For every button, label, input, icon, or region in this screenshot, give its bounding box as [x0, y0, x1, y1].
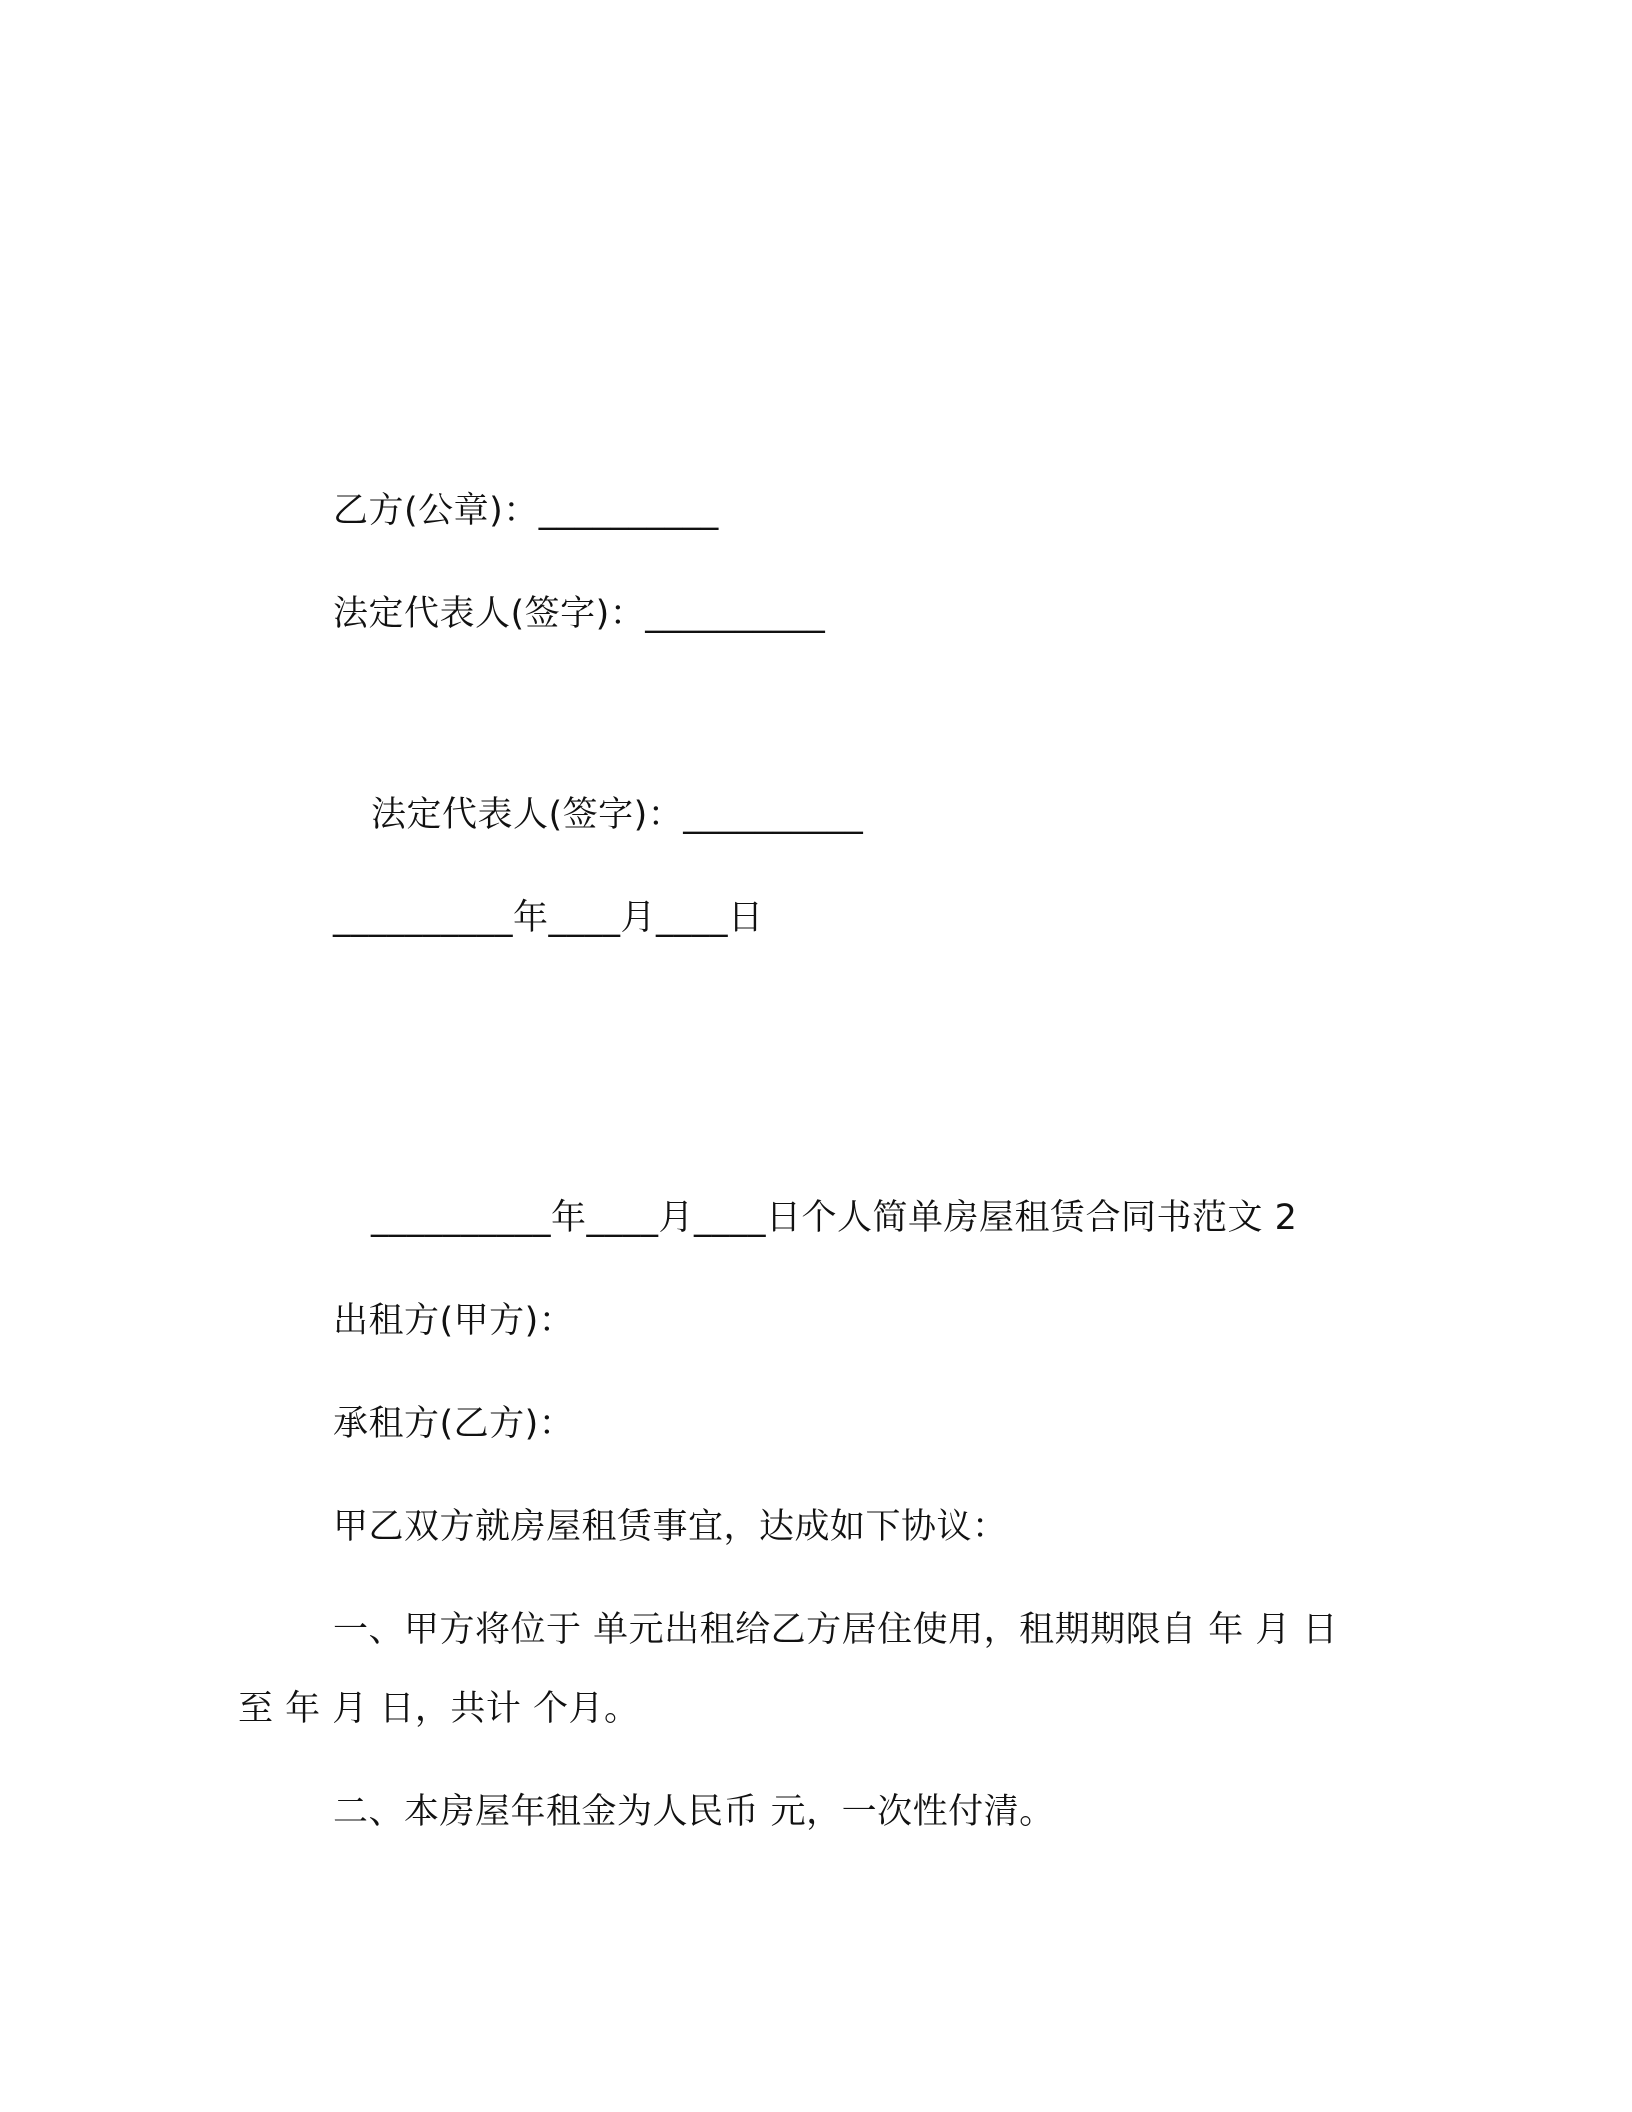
- clause-1-line-1: 一、甲方将位于 单元出租给乙方居住使用，租期期限自 年 月 日: [333, 1610, 1339, 1650]
- lessor-line: 出租方(甲方)：: [333, 1301, 575, 1341]
- legal-representative-line-2: 法定代表人(签字)：__________: [371, 795, 864, 835]
- agreement-intro: 甲乙双方就房屋租赁事宜，达成如下协议：: [333, 1507, 1008, 1547]
- legal-representative-line: 法定代表人(签字)：__________: [333, 594, 826, 634]
- party-b-seal-line: 乙方(公章)：__________: [333, 491, 719, 531]
- lessee-line: 承租方(乙方)：: [333, 1404, 575, 1444]
- clause-1-line-2: 至 年 月 日，共计 个月。: [238, 1689, 640, 1729]
- date-line: __________年____月____日: [333, 898, 764, 938]
- clause-2: 二、本房屋年租金为人民币 元，一次性付清。: [333, 1792, 1055, 1832]
- contract-title: __________年____月____日个人简单房屋租赁合同书范文 2: [371, 1198, 1298, 1238]
